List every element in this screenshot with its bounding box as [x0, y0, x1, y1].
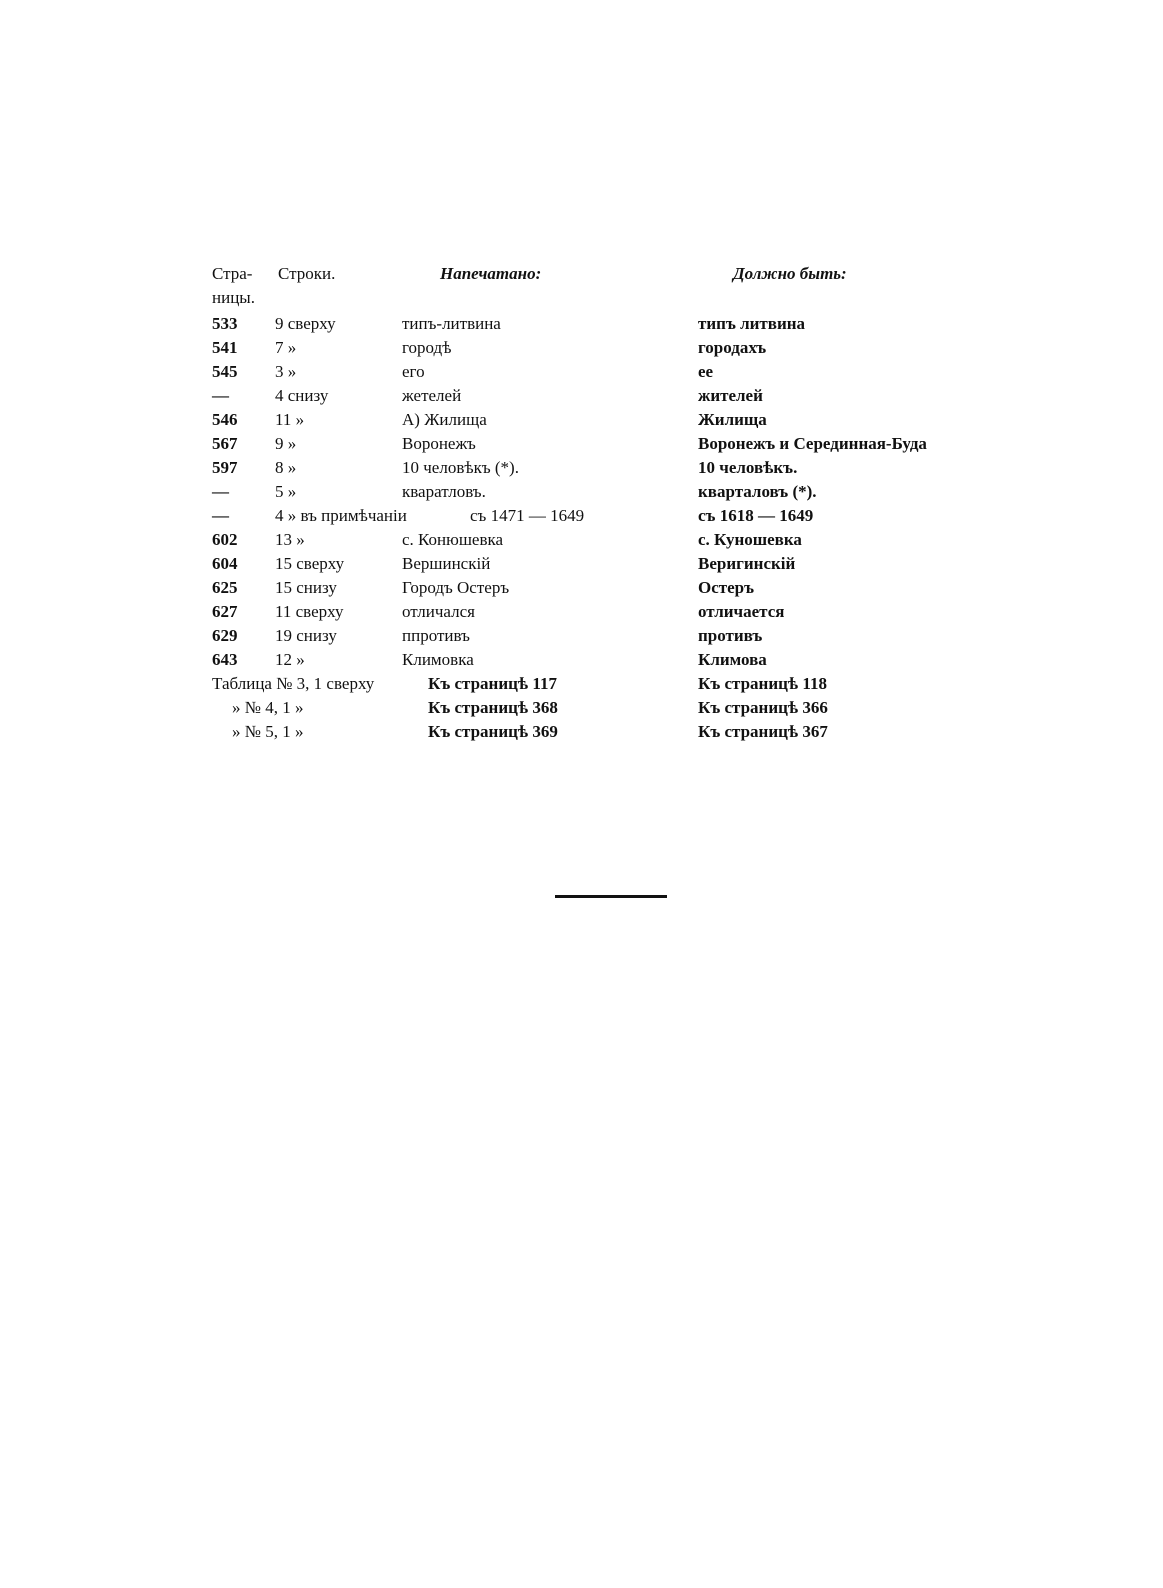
row-line: 9 » — [275, 434, 297, 453]
row-correct: Воронежъ и Серединная-Буда — [698, 434, 927, 453]
row-line: 3 » — [275, 362, 297, 381]
row-line: 13 » — [275, 530, 305, 549]
header-correct: Должно быть: — [733, 264, 847, 283]
table-row — [0, 648, 1163, 672]
row-page: 541 — [212, 338, 238, 357]
row-correct: кварталовъ (*). — [698, 482, 817, 501]
row-printed: жетелей — [402, 386, 462, 405]
header-pages-line1: Стра- — [212, 264, 253, 283]
row-correct: городахъ — [698, 338, 767, 357]
row-printed: кваратловъ. — [402, 482, 486, 501]
row-page: 625 — [212, 578, 238, 597]
row-correct: Жилища — [698, 410, 767, 429]
closing-rule — [555, 895, 667, 898]
table-reference-correct: Къ страницѣ 367 — [698, 722, 828, 741]
row-correct: противъ — [698, 626, 763, 645]
table-reference-lead: » № 5, 1 » — [232, 722, 304, 741]
table-reference-row — [0, 696, 1163, 720]
table-row — [0, 600, 1163, 624]
row-correct: съ 1618 — 1649 — [698, 506, 814, 525]
table-row — [0, 360, 1163, 384]
table-reference-row — [0, 672, 1163, 696]
row-correct: Веригинскій — [698, 554, 796, 573]
row-printed: съ 1471 — 1649 — [470, 506, 585, 525]
row-line: 15 сверху — [275, 554, 345, 573]
table-reference-printed: Къ страницѣ 368 — [428, 698, 558, 717]
row-line: 7 » — [275, 338, 297, 357]
row-printed: Климовка — [402, 650, 474, 669]
row-printed: с. Конюшевка — [402, 530, 504, 549]
row-line: 9 сверху — [275, 314, 336, 333]
row-page: 604 — [212, 554, 238, 573]
table-row — [0, 624, 1163, 648]
table-row — [0, 528, 1163, 552]
row-printed: типъ-литвина — [402, 314, 501, 333]
table-row — [0, 576, 1163, 600]
table-reference-row — [0, 720, 1163, 744]
table-row — [0, 336, 1163, 360]
row-correct: ее — [698, 362, 714, 381]
row-page: 546 — [212, 410, 238, 429]
row-correct: 10 человѣкъ. — [698, 458, 798, 477]
row-correct: Климова — [698, 650, 767, 669]
table-row — [0, 408, 1163, 432]
row-printed: 10 человѣкъ (*). — [402, 458, 519, 477]
row-page: — — [212, 506, 229, 525]
row-page: 627 — [212, 602, 238, 621]
row-page: 629 — [212, 626, 238, 645]
row-correct: типъ литвина — [698, 314, 806, 333]
table-reference-lead: » № 4, 1 » — [232, 698, 304, 717]
table-reference-lead: Таблица № 3, 1 сверху — [212, 674, 375, 693]
row-page: 545 — [212, 362, 238, 381]
row-line: 19 снизу — [275, 626, 337, 645]
table-row — [0, 432, 1163, 456]
row-correct: Остеръ — [698, 578, 755, 597]
row-line: 8 » — [275, 458, 297, 477]
table-row — [0, 504, 1163, 528]
row-line: 11 » — [275, 410, 305, 429]
row-page: 533 — [212, 314, 238, 333]
table-reference-printed: Къ страницѣ 117 — [428, 674, 557, 693]
row-printed: Вершинскій — [402, 554, 491, 573]
table-row — [0, 312, 1163, 336]
row-page: 602 — [212, 530, 238, 549]
row-printed: А) Жилища — [402, 410, 487, 429]
row-printed: городѣ — [402, 338, 452, 357]
row-line: 4 » въ примѣчаніи — [275, 506, 407, 525]
table-reference-correct: Къ страницѣ 366 — [698, 698, 828, 717]
row-printed: Воронежъ — [402, 434, 476, 453]
table-row — [0, 552, 1163, 576]
header-lines: Строки. — [278, 264, 336, 283]
table-row — [0, 456, 1163, 480]
row-line: 5 » — [275, 482, 297, 501]
row-printed: Городъ Остеръ — [402, 578, 510, 597]
row-line: 12 » — [275, 650, 305, 669]
header-pages-line2: ницы. — [212, 288, 255, 307]
row-printed: его — [402, 362, 425, 381]
row-line: 15 снизу — [275, 578, 337, 597]
table-reference-printed: Къ страницѣ 369 — [428, 722, 558, 741]
row-line: 11 сверху — [275, 602, 344, 621]
row-correct: с. Кунoшевка — [698, 530, 802, 549]
table-row — [0, 480, 1163, 504]
row-correct: жителей — [698, 386, 763, 405]
table-row — [0, 384, 1163, 408]
row-page: 567 — [212, 434, 238, 453]
row-line: 4 снизу — [275, 386, 329, 405]
row-correct: отличается — [698, 602, 785, 621]
row-page: 597 — [212, 458, 238, 477]
row-page: — — [212, 386, 229, 405]
row-printed: ппротивъ — [402, 626, 470, 645]
header-printed: Напечатано: — [440, 264, 542, 283]
row-page: 643 — [212, 650, 238, 669]
row-page: — — [212, 482, 229, 501]
table-reference-correct: Къ страницѣ 118 — [698, 674, 827, 693]
row-printed: отличался — [402, 602, 475, 621]
